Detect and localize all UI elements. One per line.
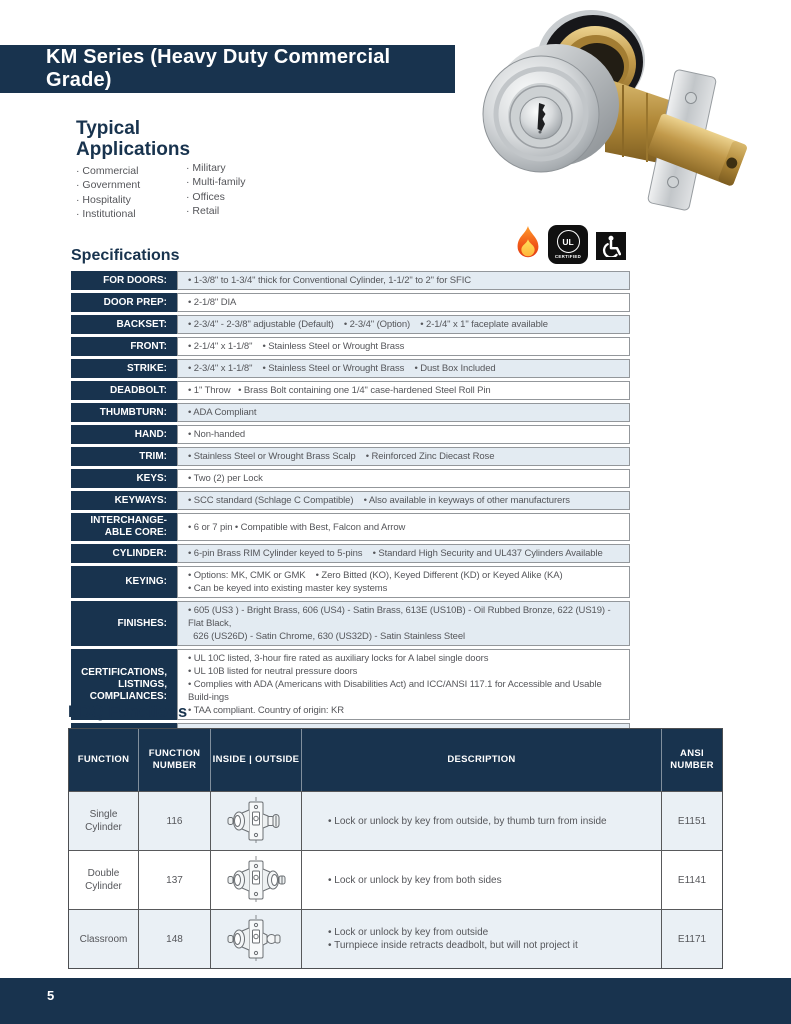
function-cell: Single Cylinder — [69, 792, 139, 850]
spec-line: • UL 10C listed, 3-hour fire rated as auxiliary locks for A label single doors — [188, 653, 489, 664]
description-cell — [302, 910, 662, 968]
spec-row-label: CERTIFICATIONS, LISTINGS, COMPLIANCES: — [71, 649, 177, 720]
spec-line: • Two (2) per Lock — [188, 473, 263, 484]
spec-row — [71, 566, 630, 598]
spec-line: • 2-3/4" - 2-3/8" adjustable (Default) • 2-3/4" (Option) • 2-1/4" x 1" faceplate available — [188, 319, 548, 330]
spec-line: • Options: MK, CMK or GMK • Zero Bitted (KO), Keyed Different (KD) or Keyed Alike (KA) — [188, 570, 563, 581]
spec-row — [71, 403, 630, 422]
spec-row-value — [177, 447, 630, 466]
spec-row-label: DEADBOLT: — [71, 381, 177, 400]
spec-row — [71, 381, 630, 400]
pdq-row — [69, 850, 722, 909]
applications-column-2 — [186, 161, 298, 219]
description-line: • Lock or unlock by key from outside — [328, 927, 489, 938]
ansi-number-cell: E1171 — [677, 933, 707, 945]
spec-row-value — [177, 425, 630, 444]
ansi-number-cell: E1151 — [677, 815, 707, 827]
spec-row-label: FOR DOORS: — [71, 271, 177, 290]
spec-row — [71, 425, 630, 444]
ul-logo-icon — [557, 230, 580, 253]
ul-certified-label: CERTIFIED — [554, 254, 582, 259]
spec-line: 626 (US26D) - Satin Chrome, 630 (US32D) - Satin Stainless Steel — [188, 631, 466, 642]
function-number-cell: 148 — [139, 910, 211, 968]
typical-title-line2: Applications — [76, 139, 191, 160]
description-line: • Lock or unlock by key from outside, by thumb turn from inside — [328, 815, 607, 827]
spec-row-label: TRIM: — [71, 447, 177, 466]
spec-line: • SCC standard (Schlage C Compatible) • Also available in keyways of other manufacturers — [188, 495, 570, 506]
spec-row — [71, 315, 630, 334]
spec-row — [71, 293, 630, 312]
spec-row-label: KEYWAYS: — [71, 491, 177, 510]
spec-row-value — [177, 566, 630, 598]
function-number-cell: 137 — [139, 851, 211, 909]
spec-row-value — [177, 403, 630, 422]
spec-line: • 2-1/4" x 1-1/8" • Stainless Steel or Wrought Brass — [188, 341, 405, 352]
spec-row-label: STRIKE: — [71, 359, 177, 378]
page-number: 5 — [47, 988, 55, 1003]
spec-line: • Complies with ADA (Americans with Disabilities Act) and ICC/ANSI 117.1 for Accessible and Usable Build-ings — [188, 679, 605, 703]
spec-row — [71, 447, 630, 466]
spec-line: • Stainless Steel or Wrought Brass Scalp • Reinforced Zinc Diecast Rose — [188, 451, 495, 462]
pdq-functions-heading: PDQ Functions — [68, 703, 188, 721]
specifications-table — [71, 271, 630, 745]
single-cylinder-diagram-icon — [211, 792, 302, 850]
ada-accessibility-badge — [596, 232, 626, 260]
spec-line: • 2-3/4" x 1-1/8" • Stainless Steel or Wrought Brass • Dust Box Included — [188, 363, 496, 374]
list-item: · Military — [186, 162, 226, 174]
spec-row — [71, 271, 630, 290]
pdq-row — [69, 909, 722, 968]
spec-line: • 2-1/8" DIA — [188, 297, 237, 308]
pdq-header-cell: FUNCTION — [69, 729, 139, 791]
function-cell: Double Cylinder — [69, 851, 139, 909]
pdq-functions-table — [68, 728, 723, 969]
list-item: · Offices — [186, 190, 225, 203]
spec-line: • Non-handed — [188, 429, 246, 440]
ul-mark: UL — [562, 236, 574, 247]
spec-row — [71, 359, 630, 378]
spec-row-value — [177, 649, 630, 720]
footer-bar — [0, 978, 791, 1024]
ansi-number-cell: E1141 — [677, 874, 707, 886]
wheelchair-icon — [601, 235, 621, 257]
pdq-header-cell: FUNCTION NUMBER — [139, 729, 211, 791]
description-cell — [302, 792, 662, 850]
applications-column-1 — [76, 164, 188, 222]
list-item: · Government — [76, 179, 141, 192]
spec-line: • ADA Compliant — [188, 407, 257, 418]
spec-line: • Can be keyed into existing master key systems — [188, 583, 388, 594]
product-photo-deadbolt — [455, 0, 791, 225]
spec-row-label: BACKSET: — [71, 315, 177, 334]
pdq-header-row — [69, 729, 722, 791]
spec-row-label: FRONT: — [71, 337, 177, 356]
spec-row-label: CYLINDER: — [71, 544, 177, 563]
ul-certified-badge — [548, 225, 588, 264]
spec-row-value — [177, 469, 630, 488]
spec-line: • 1-3/8" to 1-3/4" thick for Conventional Cylinder, 1-1/2" to 2" for SFIC — [188, 275, 472, 286]
fire-rated-icon — [512, 225, 544, 261]
spec-line: • 1" Throw • Brass Bolt containing one 1/4" case-hardened Steel Roll Pin — [188, 385, 491, 396]
spec-row-label: KEYING: — [71, 566, 177, 598]
spec-row — [71, 513, 630, 541]
spec-row — [71, 491, 630, 510]
spec-row — [71, 469, 630, 488]
pdq-header-cell: INSIDE | OUTSIDE — [211, 729, 302, 791]
spec-row-value — [177, 359, 630, 378]
spec-line: • UL 10B listed for neutral pressure doors — [188, 666, 358, 677]
typical-applications-title — [76, 118, 190, 160]
classroom-diagram-icon — [211, 910, 302, 968]
spec-row-label: HAND: — [71, 425, 177, 444]
spec-row-value — [177, 601, 630, 646]
spec-row-value — [177, 315, 630, 334]
description-line: • Turnpiece inside retracts deadbolt, but will not project it — [328, 940, 578, 951]
typical-title-line1: Typical — [76, 118, 141, 139]
spec-row-label: THUMBTURN: — [71, 403, 177, 422]
list-item: · Institutional — [76, 208, 136, 221]
spec-row-label: DOOR PREP: — [71, 293, 177, 312]
double-cylinder-diagram-icon — [211, 851, 302, 909]
spec-row-value — [177, 513, 630, 541]
function-cell: Classroom — [69, 910, 139, 968]
spec-row-value — [177, 271, 630, 290]
spec-row-value — [177, 544, 630, 563]
spec-row — [71, 337, 630, 356]
page-header — [0, 45, 455, 93]
spec-row-value — [177, 381, 630, 400]
spec-row-value — [177, 491, 630, 510]
spec-line: • 6-pin Brass RIM Cylinder keyed to 5-pins • Standard High Security and UL437 Cylinders Available — [188, 548, 603, 559]
description-cell — [302, 851, 662, 909]
list-item: · Retail — [186, 205, 220, 218]
pdq-header-cell: DESCRIPTION — [302, 729, 662, 791]
spec-row-value — [177, 293, 630, 312]
description-line: • Lock or unlock by key from both sides — [328, 874, 502, 886]
spec-row-label: KEYS: — [71, 469, 177, 488]
spec-row-label: FINISHES: — [71, 601, 177, 646]
specifications-heading: Specifications — [71, 247, 180, 264]
page-title: KM Series (Heavy Duty Commercial Grade) — [46, 46, 391, 91]
spec-line: • 605 (US3 ) - Bright Brass, 606 (US4) - Satin Brass, 613E (US10B) - Oil Rubbed Bronze, 622 (US19) - Flat Black, — [188, 605, 614, 629]
pdq-header-cell: ANSI NUMBER — [670, 748, 714, 771]
pdq-row — [69, 791, 722, 850]
spec-line: • 6 or 7 pin • Compatible with Best, Falcon and Arrow — [188, 521, 406, 533]
spec-row — [71, 544, 630, 563]
spec-row-label: INTERCHANGE-ABLE CORE: — [71, 513, 177, 541]
list-item: · Commercial — [76, 165, 139, 177]
list-item: · Multi-family — [186, 176, 246, 189]
spec-row — [71, 601, 630, 646]
list-item: · Hospitality — [76, 193, 131, 206]
spec-row-value — [177, 337, 630, 356]
function-number-cell: 116 — [139, 792, 211, 850]
spec-line: • TAA compliant. Country of origin: KR — [188, 705, 344, 716]
